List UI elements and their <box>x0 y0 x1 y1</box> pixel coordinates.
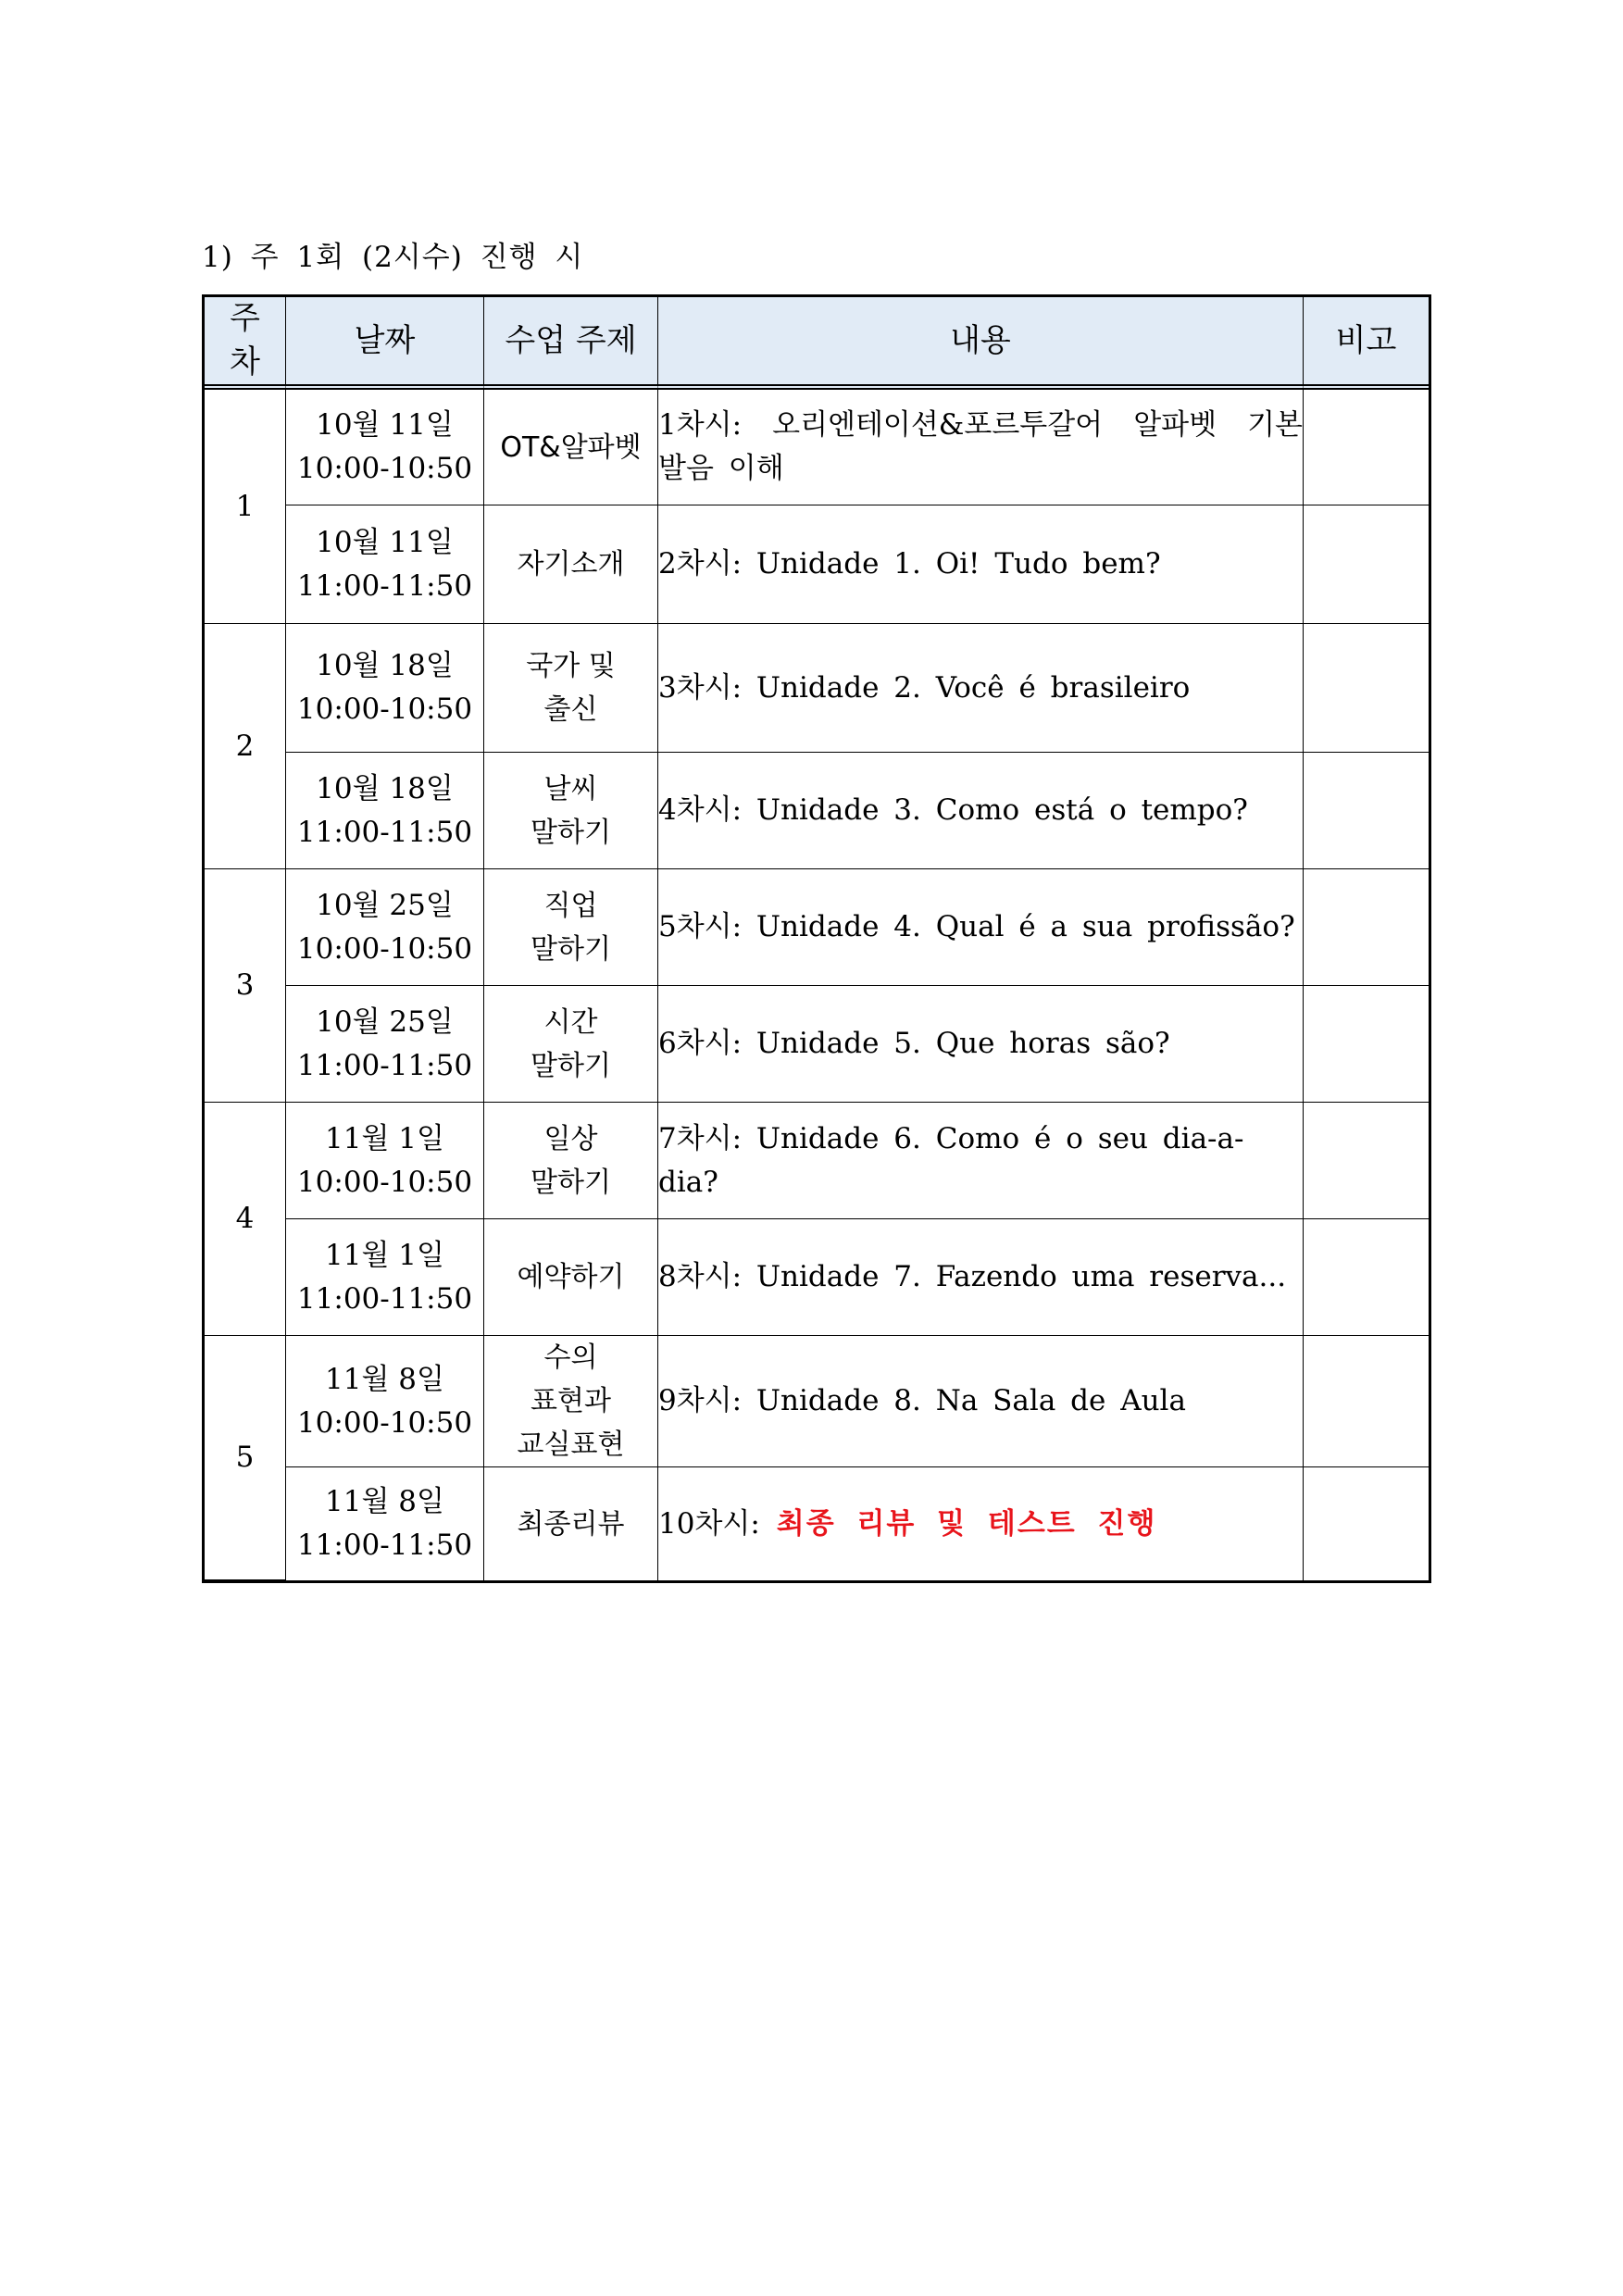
session-content: 5차시: Unidade 4. Qual é a sua profissão? <box>658 869 1304 986</box>
session-date-time: 11:00-11:50 <box>296 1281 473 1316</box>
session-remark <box>1304 869 1429 986</box>
table-row <box>205 753 1429 869</box>
session-date-day: 11월 8일 <box>325 1362 444 1396</box>
session-date-time: 11:00-11:50 <box>296 1529 473 1562</box>
session-remark <box>1304 624 1429 753</box>
session-topic-line: 국가 및 <box>526 650 616 682</box>
session-topic-line: 말하기 <box>531 1049 611 1082</box>
session-content: 6차시: Unidade 5. Que horas são? <box>658 986 1304 1103</box>
table-row <box>205 1336 1429 1467</box>
session-topic-line: 말하기 <box>531 932 611 966</box>
session-topic-line: 자기소개 <box>517 548 625 580</box>
session-topic-line: 예약하기 <box>517 1261 625 1293</box>
session-topic-line: 날씨 <box>543 772 598 805</box>
session-date-time: 10:00-10:50 <box>296 1405 473 1440</box>
session-content: 2차시: Unidade 1. Oi! Tudo bem? <box>658 505 1304 624</box>
session-date <box>286 986 484 1103</box>
session-topic <box>484 1219 658 1336</box>
session-date-time: 10:00-10:50 <box>296 452 473 485</box>
session-remark <box>1304 753 1429 869</box>
header-remark: 비고 <box>1304 297 1429 390</box>
session-topic-line: 교실표현 <box>517 1429 625 1461</box>
session-topic-line: 일상 <box>543 1122 598 1155</box>
week-number: 2 <box>205 624 286 869</box>
session-date-day: 10월 18일 <box>316 771 454 805</box>
session-date <box>286 1219 484 1336</box>
session-date-day: 11월 8일 <box>325 1485 444 1518</box>
schedule-table <box>202 294 1431 1583</box>
session-date-day: 11월 1일 <box>325 1121 444 1155</box>
table-row <box>205 390 1429 505</box>
header-date: 날짜 <box>286 297 484 390</box>
section-heading: 1) 주 1회 (2시수) 진행 시 <box>202 241 584 274</box>
session-date <box>286 753 484 869</box>
session-date-day: 10월 25일 <box>316 1004 454 1039</box>
session-date <box>286 869 484 986</box>
session-topic-line: 말하기 <box>531 1166 611 1199</box>
session-topic-line: 출신 <box>543 693 598 726</box>
session-date <box>286 624 484 753</box>
session-date-day: 10월 25일 <box>316 888 454 922</box>
table-row <box>205 1103 1429 1219</box>
session-topic <box>484 390 658 505</box>
session-topic <box>484 753 658 869</box>
session-topic-line: 수의 <box>543 1341 598 1374</box>
session-date-time: 10:00-10:50 <box>296 693 473 726</box>
session-content <box>658 1467 1304 1580</box>
session-content-prefix: 10차시: <box>658 1506 760 1541</box>
table-row <box>205 986 1429 1103</box>
session-date-day: 10월 18일 <box>316 649 454 682</box>
session-topic <box>484 505 658 624</box>
table-row <box>205 505 1429 624</box>
table-row <box>205 1467 1429 1580</box>
session-date <box>286 505 484 624</box>
session-content: 4차시: Unidade 3. Como está o tempo? <box>658 753 1304 869</box>
table-header-row <box>205 297 1429 390</box>
session-date-time: 11:00-11:50 <box>296 1048 473 1082</box>
week-number: 5 <box>205 1336 286 1580</box>
session-content: 3차시: Unidade 2. Você é brasileiro <box>658 624 1304 753</box>
session-date-time: 10:00-10:50 <box>296 1165 473 1199</box>
session-remark <box>1304 1336 1429 1467</box>
session-remark <box>1304 505 1429 624</box>
session-date-day: 10월 11일 <box>316 525 454 559</box>
final-review-highlight: 최종 리뷰 및 테스트 진행 <box>776 1506 1157 1541</box>
session-topic <box>484 986 658 1103</box>
session-content: 7차시: Unidade 6. Como é o seu dia-a-dia? <box>658 1103 1304 1219</box>
week-number: 3 <box>205 869 286 1103</box>
session-topic-line: 최종리뷰 <box>517 1507 625 1541</box>
session-date-day: 11월 1일 <box>325 1238 444 1272</box>
week-number: 4 <box>205 1103 286 1336</box>
table-row <box>205 869 1429 986</box>
week-number: 1 <box>205 390 286 624</box>
session-date <box>286 1336 484 1467</box>
session-date-time: 11:00-11:50 <box>296 815 473 849</box>
session-topic-line: 말하기 <box>531 816 611 849</box>
session-topic-line: OT&알파벳 <box>500 430 642 464</box>
header-week-line2: 차 <box>230 343 260 381</box>
session-remark <box>1304 986 1429 1103</box>
header-week <box>205 297 286 390</box>
session-topic <box>484 1336 658 1467</box>
session-date <box>286 390 484 505</box>
session-content-line: 1차시: 오리엔테이션&포르투갈어 알파벳 기본 <box>658 408 1303 442</box>
session-topic <box>484 869 658 986</box>
session-topic-line: 시간 <box>543 1005 598 1039</box>
session-topic-line: 직업 <box>543 889 598 922</box>
table-row <box>205 1219 1429 1336</box>
session-topic-line: 표현과 <box>531 1385 611 1417</box>
session-topic <box>484 1467 658 1580</box>
session-topic <box>484 1103 658 1219</box>
session-remark <box>1304 1219 1429 1336</box>
session-content <box>658 390 1304 505</box>
session-remark <box>1304 1103 1429 1219</box>
session-date-time: 10:00-10:50 <box>296 931 473 966</box>
session-content-line: 발음 이해 <box>658 452 784 485</box>
session-date-day: 10월 11일 <box>316 408 454 442</box>
header-content: 내용 <box>658 297 1304 390</box>
table-row <box>205 624 1429 753</box>
session-date <box>286 1467 484 1580</box>
session-remark <box>1304 390 1429 505</box>
session-date-time: 11:00-11:50 <box>296 568 473 603</box>
session-topic <box>484 624 658 753</box>
session-remark <box>1304 1467 1429 1580</box>
session-content: 8차시: Unidade 7. Fazendo uma reserva... <box>658 1219 1304 1336</box>
session-content: 9차시: Unidade 8. Na Sala de Aula <box>658 1336 1304 1467</box>
header-topic: 수업 주제 <box>484 297 658 390</box>
header-week-line1: 주 <box>230 300 260 337</box>
session-date <box>286 1103 484 1219</box>
